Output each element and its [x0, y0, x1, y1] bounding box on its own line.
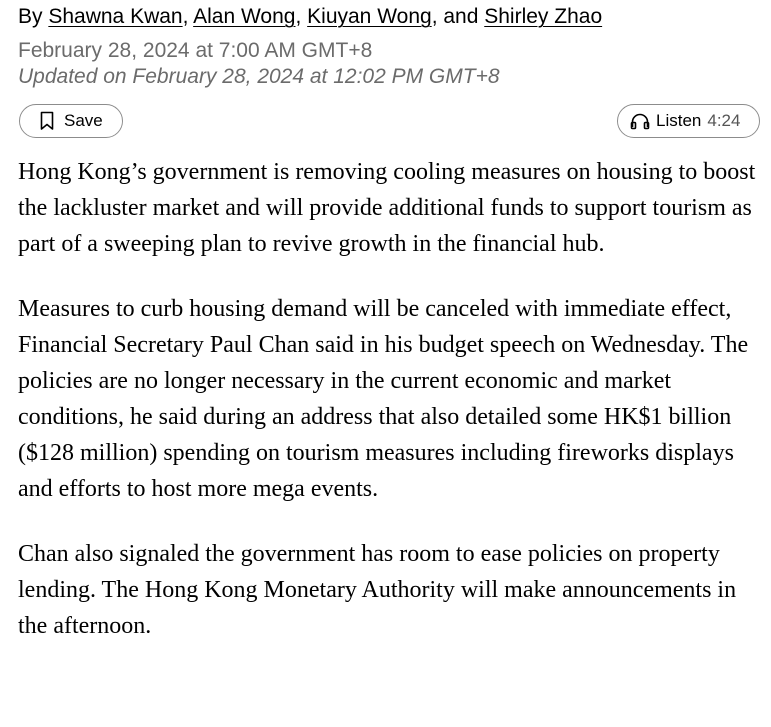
article-paragraph: Chan also signaled the government has room to ease policies on property lending. The Hong Kong Monetary Authority will make announcements in the afternoon. — [18, 541, 737, 639]
author-link[interactable]: Shawna Kwan — [48, 5, 183, 28]
article-paragraph: Measures to curb housing demand will be canceled with immediate effect, Financial Secretary Paul Chan said in his budget speech on Wednesday. The policies are no longer necessary in the current economic and market conditions, he said during an address that also detailed some HK$1 billion ($128 million) spending on tourism measures including fireworks displays and efforts to host more mega events. — [18, 296, 749, 502]
byline-separator: , — [182, 5, 194, 28]
listen-label: Listen — [656, 111, 702, 130]
byline-prefix: By — [18, 5, 49, 28]
published-date: February 28, 2024 at 7:00 AM GMT+8 — [18, 39, 373, 62]
author-link[interactable]: Kiuyan Wong — [307, 5, 432, 28]
listen-duration: 4:24 — [707, 111, 741, 130]
listen-button[interactable] — [617, 104, 760, 138]
headphones-icon — [630, 112, 650, 130]
author-link[interactable]: Shirley Zhao — [484, 5, 603, 28]
save-label: Save — [64, 111, 103, 130]
byline — [18, 4, 602, 30]
article-paragraph: Hong Kong’s government is removing cooling measures on housing to boost the lackluster market and will provide additional funds to support tourism as part of a sweeping plan to revive growth in the financial hub. — [18, 159, 756, 257]
byline-separator: , — [295, 5, 308, 28]
author-link[interactable]: Alan Wong — [193, 5, 296, 28]
bookmark-icon — [40, 111, 54, 131]
updated-date: Updated on February 28, 2024 at 12:02 PM GMT+8 — [18, 65, 500, 88]
article-dates — [18, 38, 500, 90]
article-body — [18, 154, 758, 673]
save-button[interactable] — [19, 104, 123, 138]
byline-separator: , and — [431, 5, 485, 28]
